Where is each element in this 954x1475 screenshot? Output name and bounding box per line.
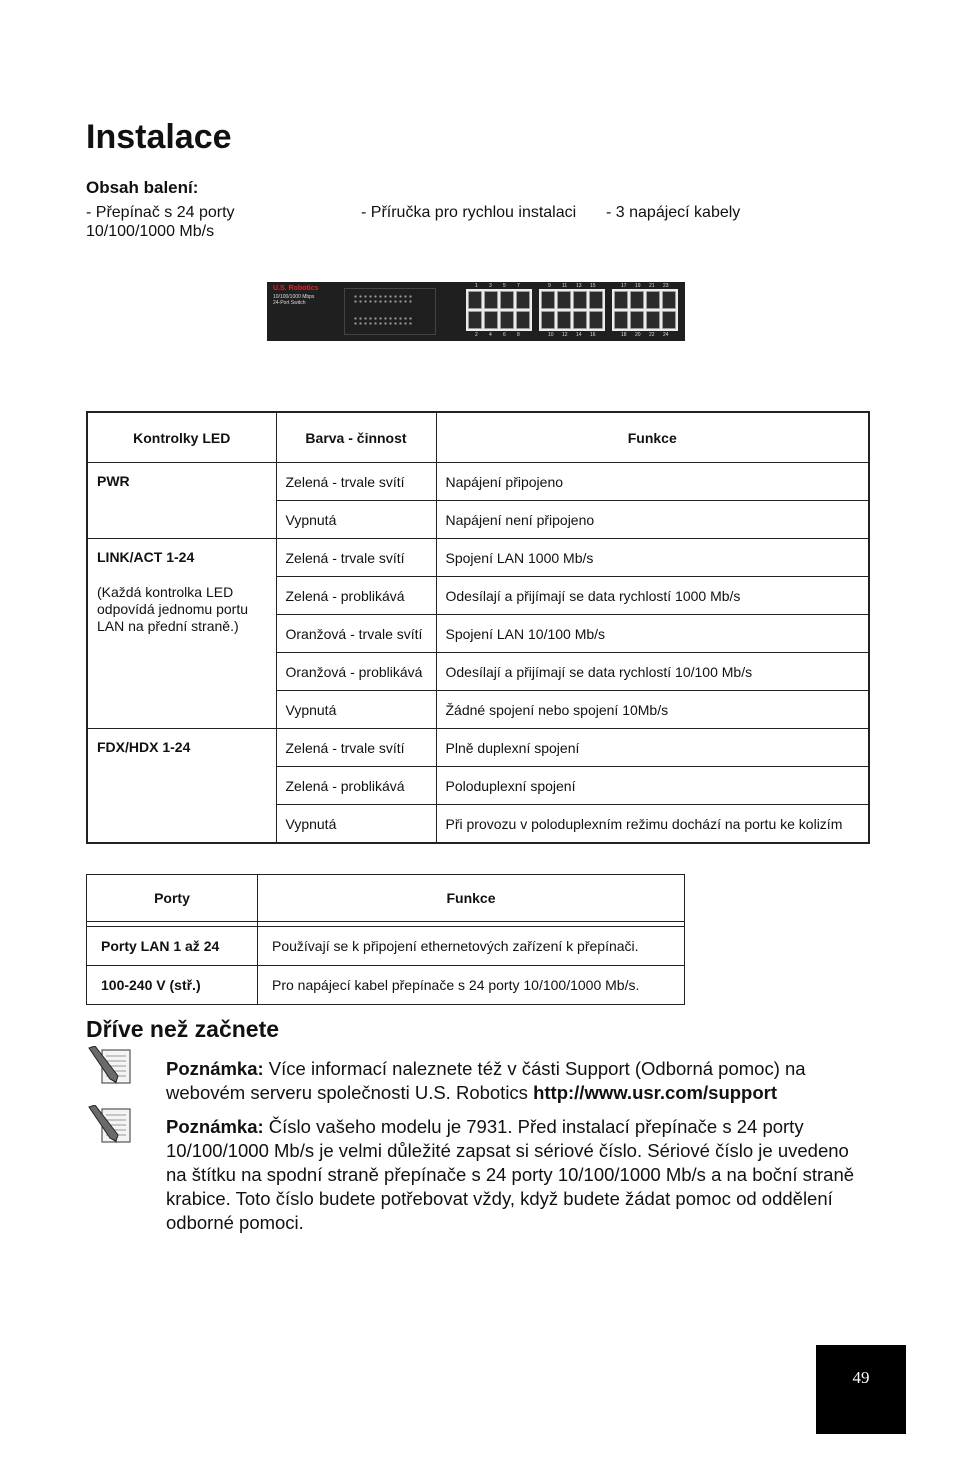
package-item-guide: - Příručka pro rychlou instalaci: [361, 204, 577, 221]
port-number-21: 21: [649, 283, 655, 289]
port-number-22: 22: [649, 332, 655, 338]
port-number-4: 4: [489, 332, 492, 338]
port-number-17: 17: [621, 283, 627, 289]
note-text: Více informací naleznete též v části Support (Odborná pomoc) na webovém serveru společnosti U.S. Robotics: [166, 1058, 806, 1103]
port-function: Používají se k připojení ethernetových zařízení k přepínači.: [258, 927, 685, 966]
before-start-heading: Dříve než začnete: [86, 1016, 280, 1042]
port-number-18: 18: [621, 332, 627, 338]
port-number-20: 20: [635, 332, 641, 338]
port-block-2: [539, 289, 605, 331]
switch-front-panel-image: [267, 282, 685, 341]
ports-table-header-port: Porty: [87, 875, 258, 922]
table-row: [87, 463, 869, 501]
port-block-3: [612, 289, 678, 331]
led-function: Při provozu v poloduplexním režimu dochází na portu ke kolizím: [436, 805, 869, 844]
page-title: Instalace: [86, 118, 232, 156]
port-number-19: 19: [635, 283, 641, 289]
led-state: Zelená - trvale svítí: [276, 539, 436, 577]
led-group-pwr: [87, 463, 276, 539]
port-number-13: 13: [576, 283, 582, 289]
led-function: Žádné spojení nebo spojení 10Mb/s: [436, 691, 869, 729]
note-label: Poznámka:: [166, 1116, 264, 1137]
table-row: [87, 539, 869, 577]
led-function: Spojení LAN 1000 Mb/s: [436, 539, 869, 577]
note-1: [166, 1057, 866, 1105]
port-number-24: 24: [663, 332, 669, 338]
package-item-switch: - Přepínač s 24 porty 10/100/1000 Mb/s: [86, 204, 244, 240]
led-function: Plně duplexní spojení: [436, 729, 869, 767]
package-item-cables: - 3 napájecí kabely: [606, 204, 741, 221]
led-group-name: PWR: [97, 473, 130, 489]
port-number-12: 12: [562, 332, 568, 338]
led-indicator-panel: [344, 288, 436, 335]
led-state: Zelená - problikává: [276, 577, 436, 615]
led-function: Napájení připojeno: [436, 463, 869, 501]
led-state: Vypnutá: [276, 501, 436, 539]
led-table-header-led: Kontrolky LED: [87, 412, 276, 463]
led-table-header-state: Barva - činnost: [276, 412, 436, 463]
led-group-link-act: [87, 539, 276, 729]
port-number-6: 6: [503, 332, 506, 338]
ports-table: [86, 874, 685, 1005]
port-number-8: 8: [517, 332, 520, 338]
port-number-11: 11: [562, 283, 568, 289]
port-number-10: 10: [548, 332, 554, 338]
port-number-5: 5: [503, 283, 506, 289]
led-function: Odesílají a přijímají se data rychlostí 1000 Mb/s: [436, 577, 869, 615]
led-group-name: LINK/ACT 1-24: [97, 549, 195, 565]
led-state: Zelená - problikává: [276, 767, 436, 805]
led-table: [86, 411, 870, 844]
port-number-14: 14: [576, 332, 582, 338]
port-number-9: 9: [548, 283, 551, 289]
port-name: Porty LAN 1 až 24: [87, 927, 258, 966]
led-state: Vypnutá: [276, 691, 436, 729]
table-row: [87, 966, 685, 1005]
led-group-note: (Každá kontrolka LED odpovídá jednomu portu LAN na přední straně.): [97, 584, 248, 634]
port-number-2: 2: [475, 332, 478, 338]
ports-table-header-function: Funkce: [258, 875, 685, 922]
table-row: [87, 927, 685, 966]
port-block-1: [466, 289, 532, 331]
led-state: Oranžová - trvale svítí: [276, 615, 436, 653]
port-name: 100-240 V (stř.): [87, 966, 258, 1005]
led-state: Vypnutá: [276, 805, 436, 844]
led-group-name: FDX/HDX 1-24: [97, 739, 191, 755]
device-spec-line1: 10/100/1000 Mbps: [273, 294, 315, 300]
package-heading: Obsah balení:: [86, 178, 199, 197]
led-function: Napájení není připojeno: [436, 501, 869, 539]
port-number-16: 16: [590, 332, 596, 338]
led-group-fdx-hdx: [87, 729, 276, 844]
led-table-header-function: Funkce: [436, 412, 869, 463]
led-state: Zelená - trvale svítí: [276, 729, 436, 767]
support-link[interactable]: http://www.usr.com/support: [533, 1082, 778, 1103]
led-function: Odesílají a přijímají se data rychlostí 10/100 Mb/s: [436, 653, 869, 691]
port-function: Pro napájecí kabel přepínače s 24 porty 10/100/1000 Mb/s.: [258, 966, 685, 1005]
port-number-3: 3: [489, 283, 492, 289]
port-number-1: 1: [475, 283, 478, 289]
led-function: Spojení LAN 10/100 Mb/s: [436, 615, 869, 653]
led-function: Poloduplexní spojení: [436, 767, 869, 805]
note-pencil-icon: [86, 1105, 134, 1145]
led-state: Oranžová - problikává: [276, 653, 436, 691]
port-number-23: 23: [663, 283, 669, 289]
port-number-7: 7: [517, 283, 520, 289]
device-spec-line2: 24-Port Switch: [273, 300, 306, 306]
table-row: [87, 729, 869, 767]
port-number-15: 15: [590, 283, 596, 289]
note-pencil-icon: [86, 1046, 134, 1086]
note-2: [166, 1115, 866, 1235]
note-text: Číslo vašeho modelu je 7931. Před instalací přepínače s 24 porty 10/100/1000 Mb/s je velmi důležité zapsat si sériové číslo. Sériové číslo je uvedeno na štítku na spodní straně přepínače s 24 porty 10/100/1000 Mb/s a na boční straně krabice. Toto číslo budete potřebovat vždy, když budete žádat pomoc od oddělení odborné pomoci.: [166, 1116, 855, 1233]
led-state: Zelená - trvale svítí: [276, 463, 436, 501]
note-label: Poznámka:: [166, 1058, 264, 1079]
page-number: 49: [816, 1345, 906, 1434]
device-brand: U.S. Robotics: [273, 285, 319, 292]
